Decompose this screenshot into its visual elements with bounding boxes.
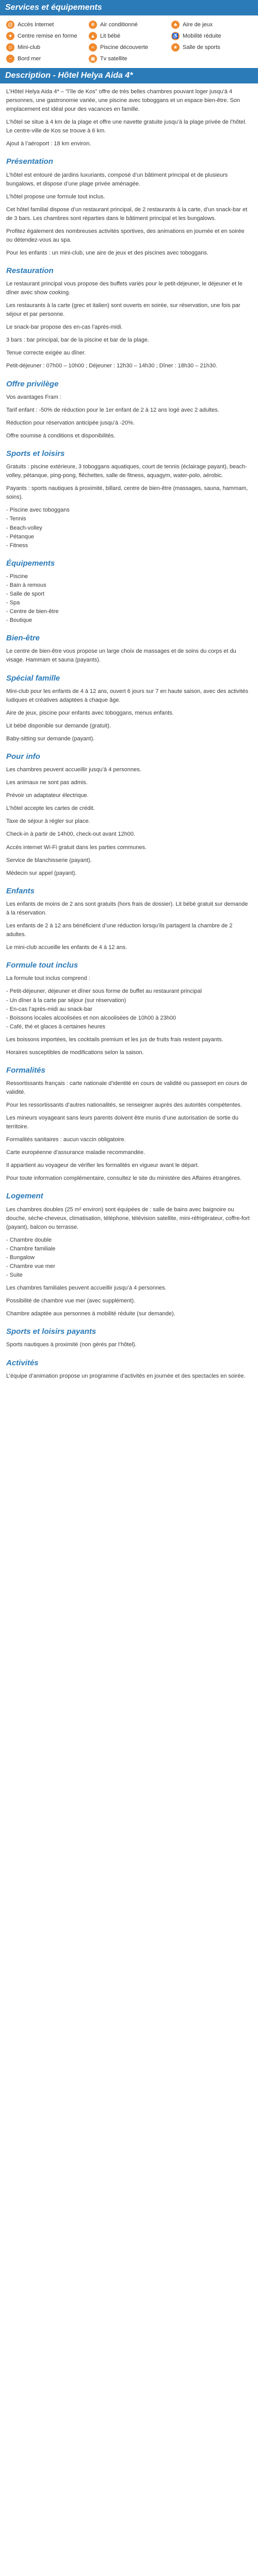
- restauration-p1: Le restaurant principal vous propose des buffets variés pour le petit-déjeuner, le déjeuner et le dîner avec show cooking.: [6, 281, 243, 296]
- famille-p3: Lit bébé disponible sur demande (gratuit).: [6, 722, 111, 729]
- bar-icon: ♣: [171, 21, 180, 29]
- list-item: - Salle de sport: [6, 590, 44, 597]
- pourinfo-p6: Check-in à partir de 14h00, check-out avant 12h00.: [6, 831, 136, 838]
- list-item: - Bain à remous: [6, 582, 46, 588]
- formule-list: [6, 987, 252, 1031]
- ac-icon: ❄: [89, 21, 97, 29]
- pet-icon: ☺: [6, 43, 14, 52]
- activites-p1: L’équipe d’animation propose un programme d’activités en journée et des spectacles en soirée.: [6, 1372, 246, 1379]
- offre-p1: Vos avantages Fram :: [6, 394, 61, 400]
- service-item: [171, 43, 252, 52]
- sports-p1: Gratuits : piscine extérieure, 3 toboggans aquatiques, court de tennis (éclairage payant), beach-volley, pétanque, ping-pong, fléchettes, salle de fitness, aquagym, water-polo, aérobic.: [6, 464, 247, 479]
- service-label: Air conditionné: [100, 22, 138, 28]
- formalites-p4: Formalités sanitaires : aucun vaccin obligatoire.: [6, 1137, 126, 1143]
- bike-icon: ♿: [171, 32, 180, 40]
- list-item: - Un dîner à la carte par séjour (sur réservation): [6, 997, 126, 1004]
- service-label: Lit bébé: [100, 33, 121, 39]
- list-item: - Tennis: [6, 516, 26, 522]
- sports-payants-p1: Sports nautiques à proximité (non gérés par l’hôtel).: [6, 1342, 137, 1348]
- offre-p2: Tarif enfant : -50% de réduction pour le 1er enfant de 2 à 12 ans logé avec 2 adultes.: [6, 406, 219, 413]
- list-item: - En-cas l’après-midi au snack-bar: [6, 1006, 92, 1012]
- service-item: [89, 21, 169, 29]
- parking-icon: ★: [171, 43, 180, 52]
- list-item: - Suite: [6, 1272, 23, 1279]
- service-item: [89, 55, 169, 63]
- list-item: - Chambre double: [6, 1236, 52, 1243]
- pourinfo-p3: Prévoir un adaptateur électrique.: [6, 792, 89, 799]
- description-header: Description - Hôtel Helya Aida 4*: [0, 68, 258, 83]
- list-item: - Boissons locales alcoolisées et non alcoolisées de 10h00 à 23h00: [6, 1014, 176, 1021]
- sports-heading: Sports et loisirs: [6, 449, 65, 458]
- service-label: Accès Internet: [18, 22, 54, 28]
- equipements-heading: Équipements: [6, 558, 55, 568]
- formule-p1: La formule tout inclus comprend :: [6, 975, 90, 982]
- intro-text-3: Ajout à l’aéroport : 18 km environ.: [6, 141, 91, 147]
- presentation-heading: Présentation: [6, 157, 53, 166]
- restauration-p6: Petit-déjeuner : 07h00 – 10h00 ; Déjeuner : 12h30 – 14h30 ; Dîner : 18h30 – 21h30.: [6, 363, 218, 369]
- activites-heading: Activités: [6, 1358, 39, 1367]
- description-content: [0, 83, 258, 1389]
- service-label: Mobilité réduite: [183, 33, 221, 39]
- list-item: - Centre de bien-être: [6, 608, 59, 615]
- list-item: - Piscine: [6, 573, 28, 580]
- famille-p1: Mini-club pour les enfants de 4 à 12 ans, ouvert 6 jours sur 7 en haute saison, avec des activités ludiques et créatives adaptées à chaque âge.: [6, 688, 248, 703]
- service-label: Bord mer: [18, 56, 41, 62]
- list-item: - Bungalow: [6, 1254, 35, 1261]
- list-item: - Chambre familiale: [6, 1245, 56, 1252]
- service-label: Piscine découverte: [100, 44, 148, 50]
- sports-list: [6, 506, 252, 550]
- pourinfo-heading: Pour info: [6, 752, 40, 761]
- services-grid: [0, 15, 258, 68]
- service-label: Tv satellite: [100, 56, 127, 62]
- logement-list: [6, 1236, 252, 1280]
- presentation-p1: L’hôtel est entouré de jardins luxuriants, composé d’un bâtiment principal et de plusieurs bungalows, et dispose d’une plage privée aménagée.: [6, 172, 228, 187]
- formalites-p7: Pour toute information complémentaire, consultez le site du ministère des Affaires étrangères.: [6, 1175, 241, 1182]
- fitness-icon: ♥: [6, 32, 14, 40]
- enfants-p1: Les enfants de moins de 2 ans sont gratuits (hors frais de dossier). Lit bébé gratuit sur demande à la réservation.: [6, 901, 248, 916]
- list-item: - Spa: [6, 600, 20, 606]
- logement-p3: Possibilité de chambre vue mer (avec supplément).: [6, 1298, 136, 1304]
- formule-p3: Horaires susceptibles de modifications selon la saison.: [6, 1049, 144, 1056]
- famille-p2: Aire de jeux, piscine pour enfants avec toboggans, menus enfants.: [6, 709, 174, 716]
- logement-heading: Logement: [6, 1192, 43, 1201]
- pool-icon: ≈: [89, 43, 97, 52]
- logement-p2: Les chambres familiales peuvent accueillir jusqu’à 4 personnes.: [6, 1285, 167, 1292]
- pourinfo-p1: Les chambres peuvent accueillir jusqu’à 4 personnes.: [6, 767, 141, 773]
- enfants-heading: Enfants: [6, 886, 35, 895]
- pourinfo-p4: L’hôtel accepte les cartes de crédit.: [6, 805, 95, 812]
- offre-p3: Réduction pour réservation anticipée jusqu’à -20%.: [6, 419, 135, 426]
- formule-p2: Les boissons importées, les cocktails premium et les jus de fruits frais restent payants.: [6, 1036, 223, 1043]
- service-label: Aire de jeux: [183, 22, 213, 28]
- formule-heading: Formule tout inclus: [6, 961, 78, 970]
- pourinfo-p2: Les animaux ne sont pas admis.: [6, 779, 88, 786]
- restauration-p5: Tenue correcte exigée au dîner.: [6, 350, 86, 357]
- list-item: - Café, thé et glaces à certaines heures: [6, 1023, 105, 1030]
- formalites-p2: Pour les ressortissants d’autres nationalités, se renseigner auprès des autorités compétentes.: [6, 1102, 242, 1109]
- service-item: [89, 43, 169, 52]
- formalites-p5: Carte européenne d’assurance maladie recommandée.: [6, 1149, 146, 1156]
- pourinfo-p7: Accès internet Wi-Fi gratuit dans les parties communes.: [6, 844, 147, 851]
- presentation-p4: Profitez également des nombreuses activités sportives, des animations en journée et en soirée ou détendez-vous au spa.: [6, 228, 245, 243]
- services-header: Services et équipements: [0, 0, 258, 15]
- offre-p4: Offre soumise à conditions et disponibilités.: [6, 432, 116, 439]
- lift-icon: ▲: [89, 32, 97, 40]
- list-item: - Boutique: [6, 617, 33, 624]
- restauration-p4: 3 bars : bar principal, bar de la piscine et bar de la plage.: [6, 337, 149, 344]
- enfants-p2: Les enfants de 2 à 12 ans bénéficient d’une réduction lorsqu’ils partagent la chambre de 2 adultes.: [6, 923, 233, 938]
- service-item: [171, 21, 252, 29]
- restauration-p2: Les restaurants à la carte (grec et italien) sont ouverts en soirée, sur réservation, une fois par séjour et par personne.: [6, 302, 240, 318]
- spa-icon: ▣: [89, 55, 97, 63]
- service-label: Salle de sports: [183, 44, 220, 50]
- service-item: [89, 32, 169, 40]
- famille-p4: Baby-sitting sur demande (payant).: [6, 735, 95, 742]
- pourinfo-p5: Taxe de séjour à régler sur place.: [6, 818, 90, 825]
- pourinfo-p8: Service de blanchisserie (payant).: [6, 857, 92, 863]
- presentation-p3: Cet hôtel familial dispose d’un restaurant principal, de 2 restaurants à la carte, d’un snack-bar et de 3 bars. Les chambres sont réparties dans le bâtiment principal et les bungalows.: [6, 206, 248, 222]
- service-item: [6, 32, 87, 40]
- list-item: - Fitness: [6, 542, 28, 549]
- formalites-p3: Les mineurs voyageant sans leurs parents doivent être munis d’une autorisation de sortie du territoire.: [6, 1115, 239, 1130]
- restauration-heading: Restauration: [6, 266, 54, 275]
- list-item: - Beach-volley: [6, 524, 42, 531]
- formalites-heading: Formalités: [6, 1065, 45, 1075]
- bed-icon: ~: [6, 55, 14, 63]
- presentation-p5: Pour les enfants : un mini-club, une aire de jeux et des piscines avec toboggans.: [6, 249, 208, 256]
- famille-heading: Spécial famille: [6, 673, 60, 683]
- enfants-p3: Le mini-club accueille les enfants de 4 à 12 ans.: [6, 944, 127, 951]
- sports-payants-heading: Sports et loisirs payants: [6, 1327, 96, 1336]
- formalites-p6: Il appartient au voyageur de vérifier les formalités en vigueur avant le départ.: [6, 1162, 199, 1169]
- formalites-p1: Ressortissants français : carte nationale d’identité en cours de validité ou passeport en cours de validité.: [6, 1080, 248, 1096]
- list-item: - Chambre vue mer: [6, 1263, 55, 1269]
- service-item: [6, 55, 87, 63]
- list-item: - Petit-déjeuner, déjeuner et dîner sous forme de buffet au restaurant principal: [6, 988, 202, 995]
- list-item: - Pétanque: [6, 533, 34, 540]
- intro-text-2: L’hôtel se situe à 4 km de la plage et offre une navette gratuite jusqu’à la plage privée de l’hôtel. Le centre-ville de Kos se trouve à 6 km.: [6, 119, 247, 134]
- bienetre-p1: Le centre de bien-être vous propose un large choix de massages et de soins du corps et du visage. Hammam et sauna (payants).: [6, 648, 236, 664]
- logement-p4: Chambre adaptée aux personnes à mobilité réduite (sur demande).: [6, 1311, 175, 1317]
- sports-p2: Payants : sports nautiques à proximité, billard, centre de bien-être (massages, sauna, hammam, soins).: [6, 485, 248, 501]
- presentation-p2: L’hôtel propose une formule tout inclus.: [6, 193, 105, 200]
- restauration-p3: Le snack-bar propose des en-cas l’après-midi.: [6, 324, 123, 331]
- service-label: Centre remise en forme: [18, 33, 77, 39]
- equipements-list: [6, 572, 252, 625]
- logement-p1: Les chambres doubles (25 m² environ) sont équipées de : salle de bains avec baignoire ou douche, sèche-cheveux, climatisation, téléphone, télévision satellite, mini-réfrigérateur, coffre-fort (payant), balcon ou terrasse.: [6, 1206, 250, 1230]
- bienetre-heading: Bien-être: [6, 634, 40, 643]
- intro-text: L’Hôtel Helya Aida 4* – "l’île de Kos" offre de très belles chambres pouvant loger jusqu’à 4 personnes, une gastronomie variée, une piscine avec toboggans et un espace bien-être. Son emplacement est idéal pour des vacances en famille.: [6, 89, 240, 113]
- service-item: [6, 21, 87, 29]
- pourinfo-p9: Médecin sur appel (payant).: [6, 870, 77, 876]
- list-item: - Piscine avec toboggans: [6, 507, 70, 514]
- service-label: Mini-club: [18, 44, 41, 50]
- service-item: [171, 32, 252, 40]
- service-item: [6, 43, 87, 52]
- internet-icon: @: [6, 21, 14, 29]
- offre-heading: Offre privilège: [6, 379, 59, 388]
